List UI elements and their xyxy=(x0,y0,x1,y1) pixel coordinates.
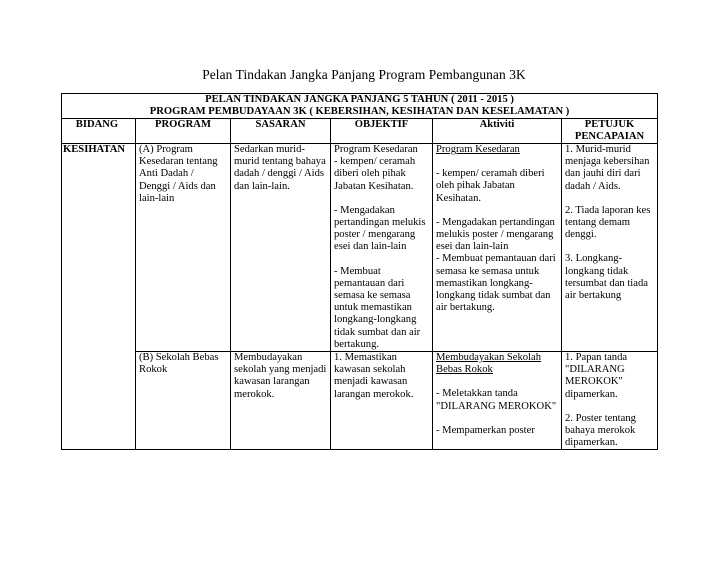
sasaran-cell xyxy=(231,144,331,352)
petunjuk-text: 1. Murid-murid menjaga kebersihan dan jauhi diri dari dadah / Aids. xyxy=(565,144,650,192)
table-header-line2: PROGRAM PEMBUDAYAAN 3K ( KEBERSIHAN, KESIHATAN DAN KESELAMATAN ) xyxy=(62,106,658,119)
table-row xyxy=(62,352,658,450)
aktiviti-cell xyxy=(433,144,562,352)
col-bidang: BIDANG xyxy=(62,119,136,144)
petunjuk-cell xyxy=(562,352,658,450)
action-plan-table xyxy=(61,93,658,450)
aktiviti-text: - Meletakkan tanda "DILARANG MEROKOK" xyxy=(436,388,557,412)
aktiviti-title: Membudayakan Sekolah Bebas Rokok xyxy=(436,352,542,376)
sasaran-text: Membudayakan sekolah yang menjadi kawasan larangan merokok. xyxy=(234,352,327,400)
aktiviti-text: - Mengadakan pertandingan melukis poster / mengarang esei dan lain-lain xyxy=(436,216,555,253)
petunjuk-cell xyxy=(562,144,658,352)
table-row xyxy=(62,144,658,352)
objektif-text: - Membuat pemantauan dari semasa ke semasa untuk memastikan longkang-longkang tidak sumbat dan air bertakung. xyxy=(334,265,421,350)
document-title: Pelan Tindakan Jangka Panjang Program Pembangunan 3K xyxy=(202,67,526,82)
petunjuk-text: 3. Longkang-longkang tidak tersumbat dan tiada air bertakung xyxy=(565,253,648,302)
col-sasaran: SASARAN xyxy=(231,119,331,144)
sasaran-text: Sedarkan murid-murid tentang bahaya dadah / denggi / Aids dan lain-lain. xyxy=(234,144,326,192)
objektif-text: - kempen/ ceramah diberi oleh pihak Jabatan Kesihatan. xyxy=(334,156,416,192)
program-cell xyxy=(136,144,231,352)
col-aktiviti: Aktiviti xyxy=(433,119,562,144)
col-petunjuk: PETUJUK PENCAPAIAN xyxy=(562,119,658,144)
aktiviti-text: - kempen/ ceramah diberi oleh pihak Jabatan Kesihatan. xyxy=(436,168,545,204)
objektif-text: Program Kesedaran xyxy=(334,144,418,155)
col-objektif: OBJEKTIF xyxy=(331,119,433,144)
table-header-line1: PELAN TINDAKAN JANGKA PANJANG 5 TAHUN ( 2011 - 2015 ) xyxy=(62,94,658,107)
bidang-cell: KESIHATAN xyxy=(62,144,136,450)
aktiviti-cell xyxy=(433,352,562,450)
aktiviti-text: - Membuat pemantauan dari semasa ke semasa untuk memastikan longkang-longkang tidak sumbat dan air bertakung. xyxy=(436,253,556,314)
sasaran-cell xyxy=(231,352,331,450)
objektif-text: 1. Memastikan kawasan sekolah menjadi kawasan larangan merokok. xyxy=(334,352,414,400)
program-cell xyxy=(136,352,231,450)
aktiviti-text: - Mempamerkan poster xyxy=(436,424,535,436)
petunjuk-text: 1. Papan tanda "DILARANG MEROKOK" dipamerkan. xyxy=(565,352,628,400)
objektif-text: - Mengadakan pertandingan melukis poster / mengarang esei dan lain-lain xyxy=(334,204,426,253)
objektif-cell xyxy=(331,352,433,450)
aktiviti-title: Program Kesedaran xyxy=(436,144,520,155)
objektif-cell xyxy=(331,144,433,352)
petunjuk-text: 2. Tiada laporan kes tentang demam denggi. xyxy=(565,204,651,241)
column-header-row xyxy=(62,119,658,144)
petunjuk-text: 2. Poster tentang bahaya merokok dipamerkan. xyxy=(565,412,636,449)
program-text: (A) Program Kesedaran tentang Anti Dadah / Denggi / Aids dan lain-lain xyxy=(139,144,218,204)
program-text: (B) Sekolah Bebas Rokok xyxy=(139,352,219,376)
col-program: PROGRAM xyxy=(136,119,231,144)
